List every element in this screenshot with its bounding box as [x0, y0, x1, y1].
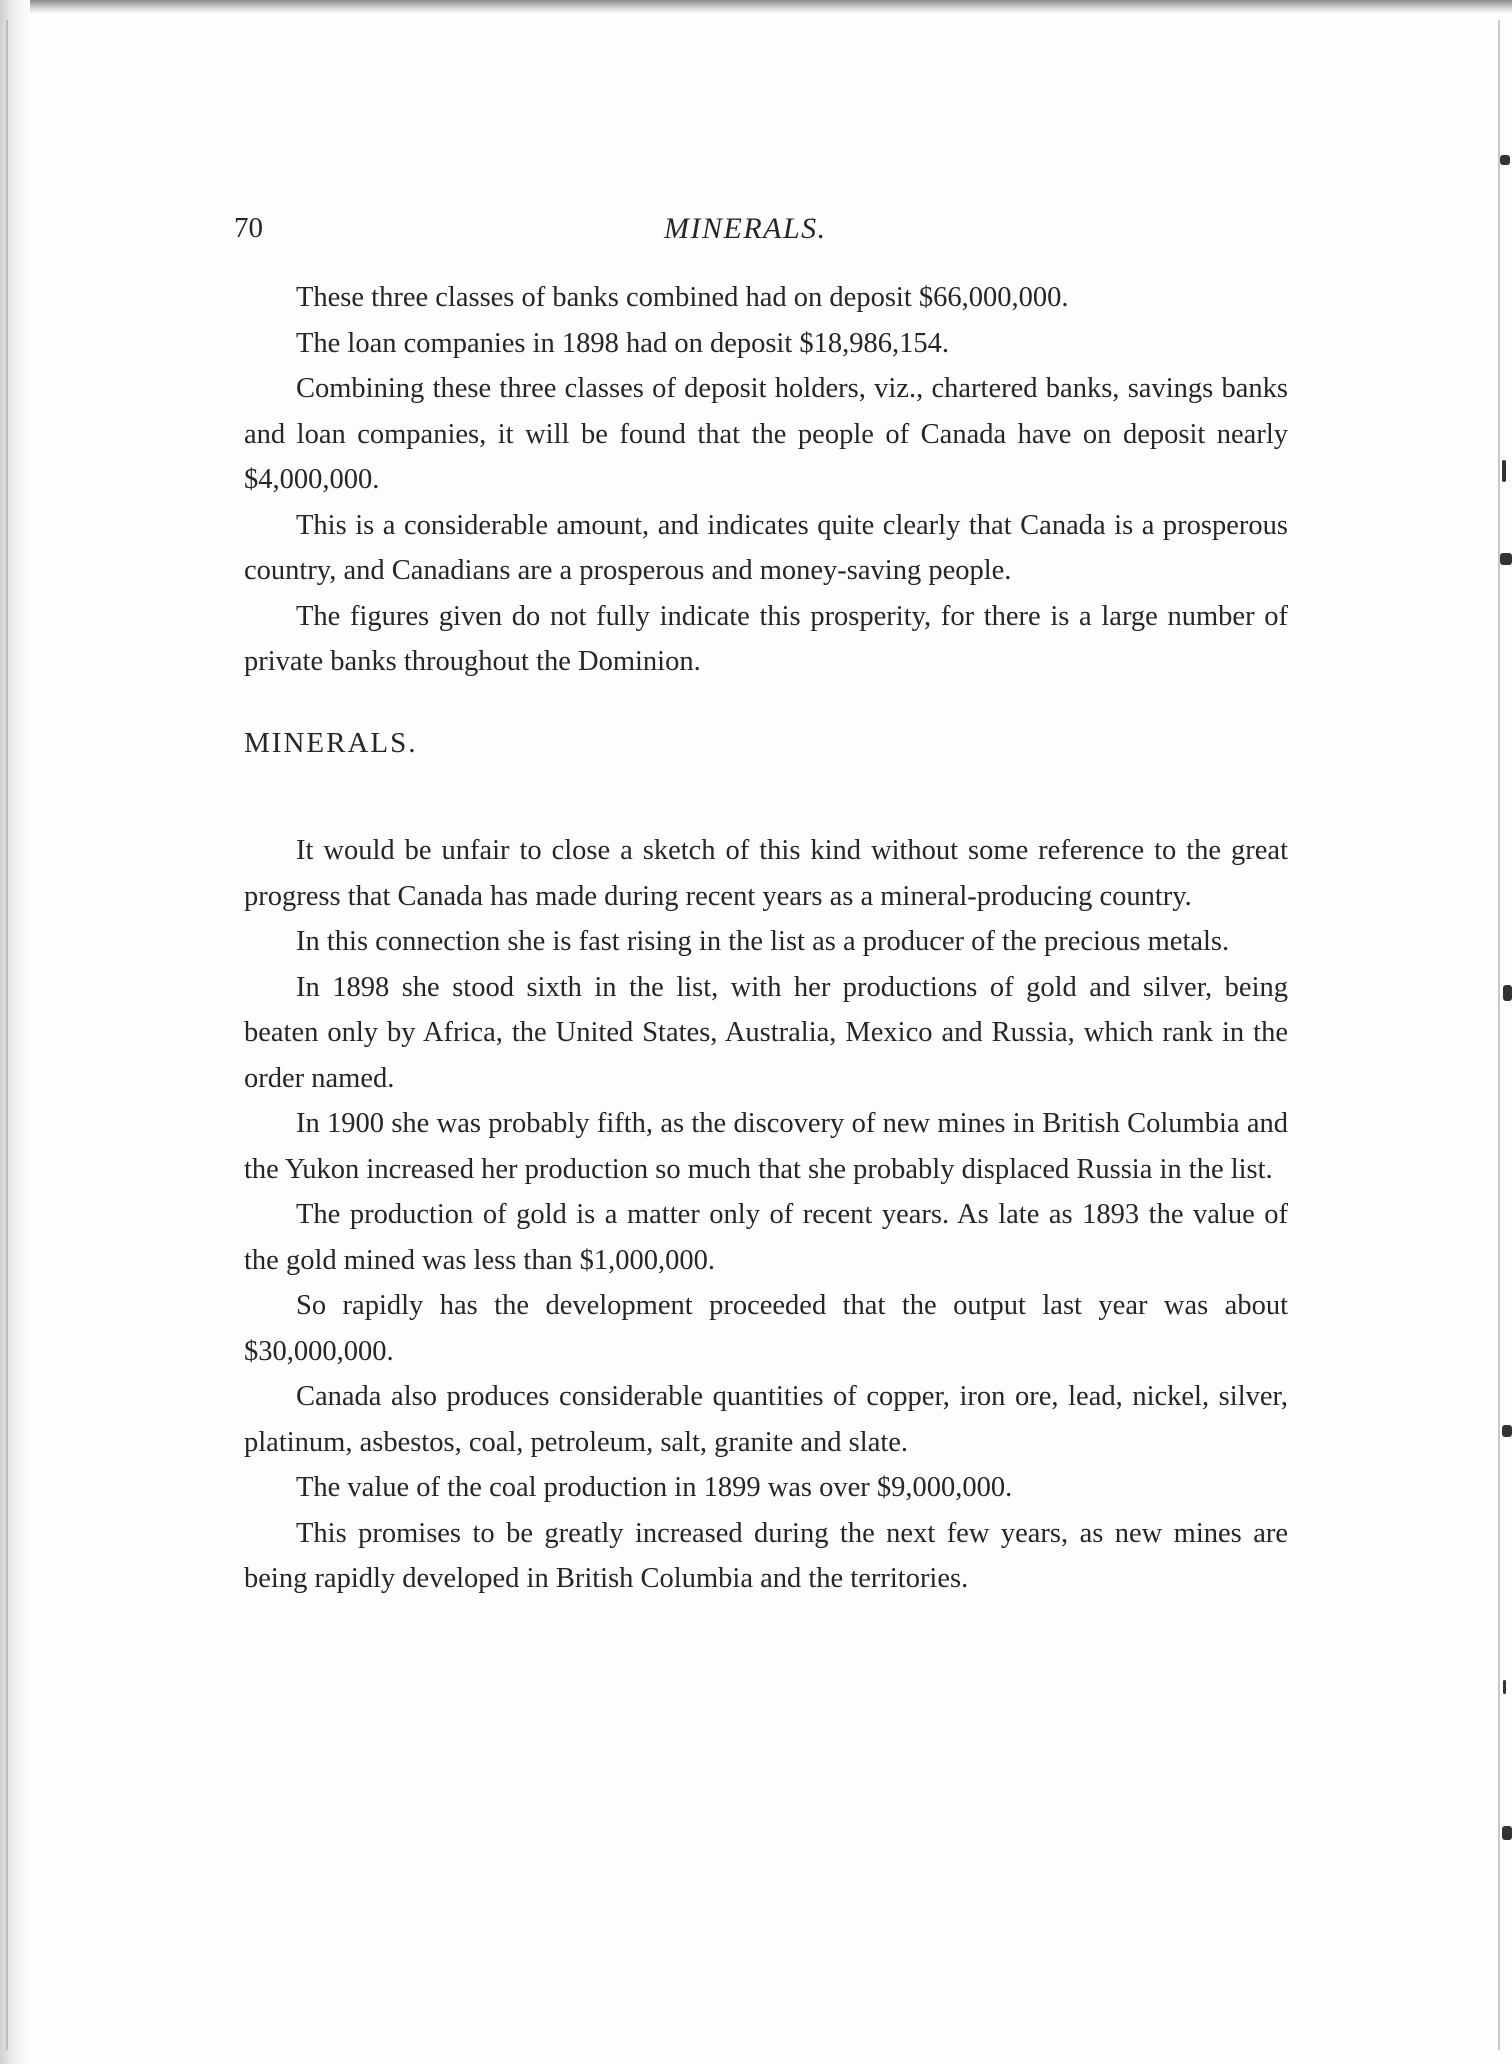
page-body: [244, 275, 1288, 1602]
scan-speck: [1502, 1425, 1512, 1437]
scan-speck: [1502, 1826, 1512, 1840]
scan-speck: [1500, 155, 1510, 165]
paragraph: The loan companies in 1898 had on deposit $18,986,154.: [296, 327, 950, 359]
scan-speck: [1503, 985, 1512, 1001]
page-header: [234, 212, 1300, 252]
paragraph: The value of the coal production in 1899 was over $9,000,000.: [296, 1472, 1013, 1503]
page-number: 70: [234, 212, 263, 244]
paragraph: The figures given do not fully indicate this prosperity, for there is a large number of private banks throughout the Dominion.: [244, 600, 1288, 677]
paragraph: Combining these three classes of deposit holders, viz., chartered banks, savings banks and loan companies, it will be found that the people of Canada have on deposit nearly $4,000,000.: [244, 373, 1288, 495]
paragraph: In 1898 she stood sixth in the list, with her productions of gold and silver, being beaten only by Africa, the United States, Australia, Mexico and Russia, which rank in the order named.: [244, 971, 1288, 1094]
paragraph: In this connection she is fast rising in the list as a producer of the precious metals.: [296, 926, 1230, 957]
paragraph: In 1900 she was probably fifth, as the discovery of new mines in British Columbia and the Yukon increased her production so much that she probably displaced Russia in the list.: [244, 1108, 1288, 1185]
scan-right-edge-line: [1498, 20, 1500, 2050]
paragraph: This promises to be greatly increased during the next few years, as new mines are being rapidly developed in British Columbia and the territories.: [244, 1517, 1288, 1594]
running-head: MINERALS.: [664, 212, 827, 245]
scan-binding-line: [6, 20, 8, 2050]
scan-speck: [1500, 553, 1512, 565]
paragraph: Canada also produces considerable quantities of copper, iron ore, lead, nickel, silver, platinum, asbestos, coal, petroleum, salt, granite and slate.: [244, 1381, 1288, 1458]
paragraph: The production of gold is a matter only of recent years. As late as 1893 the value of the gold mined was less than $1,000,000.: [244, 1199, 1288, 1276]
scan-top-edge: [0, 0, 1512, 14]
scan-speck: [1503, 1680, 1506, 1694]
paragraph: So rapidly has the development proceeded that the output last year was about $30,000,000.: [244, 1290, 1288, 1367]
scan-left-edge: [0, 0, 30, 2064]
paragraph: This is a considerable amount, and indicates quite clearly that Canada is a prosperous country, and Canadians are a prosperous and money-saving people.: [244, 509, 1288, 586]
section-title: MINERALS.: [244, 726, 418, 759]
scan-speck: [1502, 460, 1506, 482]
paragraph: It would be unfair to close a sketch of this kind without some reference to the great progress that Canada has made during recent years as a mineral-producing country.: [244, 835, 1288, 912]
paragraph: These three classes of banks combined had on deposit $66,000,000.: [296, 282, 1069, 313]
